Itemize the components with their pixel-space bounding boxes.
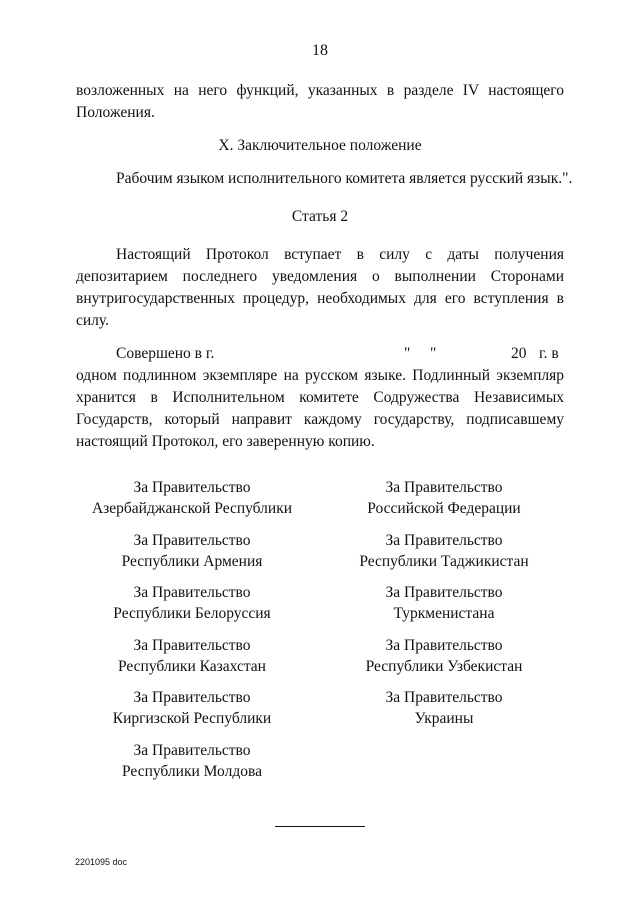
done-year: 20 xyxy=(511,345,527,362)
signatory-country: Азербайджанской Республики xyxy=(91,500,293,517)
file-name-footer: 2201095 doc xyxy=(75,857,128,867)
signatory-country: Республики Молдова xyxy=(122,762,262,780)
article-paragraph-line: внутригосударственных процедур, необходимых для его вступления в xyxy=(76,290,564,307)
article-paragraph-line: депозитарием последнего уведомления о выполнении Сторонами xyxy=(76,268,564,285)
done-paragraph-line: настоящий Протокол, его заверенную копию. xyxy=(76,433,375,450)
signatory-title: За Правительство xyxy=(133,531,251,549)
done-quote-close: " xyxy=(430,345,437,362)
signatory-title: За Правительство xyxy=(133,741,251,759)
signatory-title: За Правительство xyxy=(385,479,503,496)
page-number: 18 xyxy=(312,42,328,59)
section-heading: X. Заключительное положение xyxy=(218,137,422,154)
section-paragraph: Рабочим языком исполнительного комитета является русский язык.". xyxy=(116,170,573,187)
done-paragraph-line: хранится в Исполнительном комитете Содружества Независимых xyxy=(76,389,564,406)
signatory-country: Российской Федерации xyxy=(367,500,521,517)
article-heading: Статья 2 xyxy=(291,208,349,225)
signatories-right-column xyxy=(294,477,594,740)
signatory-title: За Правительство xyxy=(385,531,503,549)
signatory-country: Республики Белоруссия xyxy=(113,605,271,622)
done-at-label: Совершено в г. xyxy=(116,345,215,362)
signatory-block xyxy=(294,582,594,624)
signatory-country: Туркменистана xyxy=(393,605,495,622)
continuation-text: возложенных на него функций, указанных в разделе IV настоящего xyxy=(76,82,564,99)
signatory-country: Украины xyxy=(414,710,474,727)
signatory-block xyxy=(294,687,594,729)
signatory-title: За Правительство xyxy=(133,479,251,496)
article-paragraph-line: силу. xyxy=(76,312,109,329)
signatory-block xyxy=(294,477,594,519)
signatory-country: Республики Армения xyxy=(121,552,263,570)
signatory-title: За Правительство xyxy=(385,636,503,654)
continuation-text-end: Положения. xyxy=(76,104,155,121)
signatory-country: Киргизской Республики xyxy=(112,710,272,727)
signatory-title: За Правительство xyxy=(133,584,251,601)
signatory-block xyxy=(294,530,594,572)
signatory-title: За Правительство xyxy=(385,584,503,601)
signatory-country: Республики Таджикистан xyxy=(359,552,529,570)
article-paragraph-line: Настоящий Протокол вступает в силу с даты получения xyxy=(116,246,564,263)
signatory-country: Республики Казахстан xyxy=(118,657,266,675)
signatory-block xyxy=(294,635,594,677)
signatory-title: За Правительство xyxy=(133,636,251,654)
done-paragraph-line: одном подлинном экземпляре на русском языке. Подлинный экземпляр xyxy=(76,367,564,384)
done-quote-open: " xyxy=(404,345,411,362)
signatory-country: Республики Узбекистан xyxy=(365,657,523,675)
end-rule xyxy=(275,826,365,827)
done-year-suffix: г. в xyxy=(539,345,559,362)
done-paragraph-line: Государств, который направит каждому государству, подписавшему xyxy=(76,411,564,428)
signatory-block xyxy=(42,740,342,782)
signatory-title: За Правительство xyxy=(385,689,503,706)
signatory-title: За Правительство xyxy=(133,689,251,706)
